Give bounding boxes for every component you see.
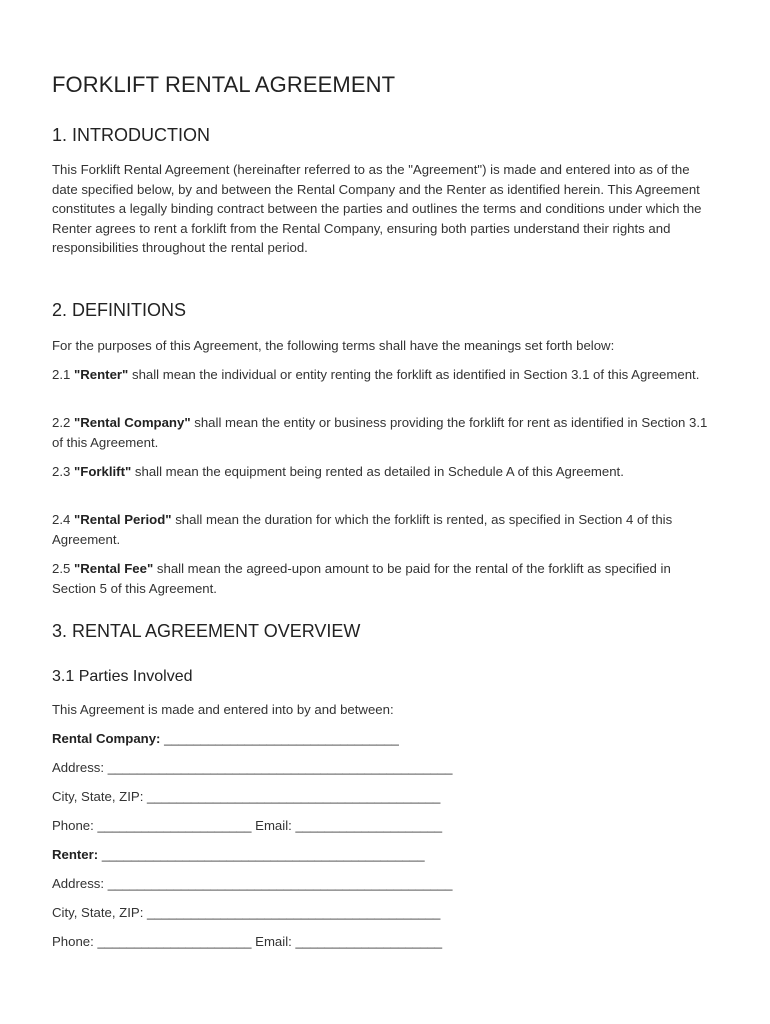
rental-company-label: Rental Company: bbox=[52, 731, 161, 746]
renter-phone-email-field[interactable]: Phone: _____________________ Email: ____________________ bbox=[52, 934, 443, 949]
definition-text: shall mean the duration for which the forklift is rented, as specified in Section 4 of this Agreement. bbox=[52, 512, 673, 547]
definition-term: "Rental Period" bbox=[74, 512, 172, 527]
definition-number: 2.3 bbox=[52, 464, 71, 479]
section-heading-definitions: 2. DEFINITIONS bbox=[52, 300, 187, 320]
definition-item bbox=[52, 510, 718, 549]
section-heading-introduction: 1. INTRODUCTION bbox=[52, 125, 211, 145]
definition-number: 2.2 bbox=[52, 415, 71, 430]
definition-text: shall mean the agreed-upon amount to be paid for the rental of the forklift as specified in Section 5 of this Agreement. bbox=[52, 561, 671, 596]
subsection-heading-parties: 3.1 Parties Involved bbox=[52, 668, 193, 685]
definition-number: 2.4 bbox=[52, 512, 71, 527]
renter-address-field[interactable]: Address: _______________________________________________ bbox=[52, 876, 453, 891]
rental-company-phone-email-field[interactable]: Phone: _____________________ Email: ____________________ bbox=[52, 818, 443, 833]
definition-item bbox=[52, 413, 718, 452]
definition-item bbox=[52, 559, 718, 598]
section-heading-overview: 3. RENTAL AGREEMENT OVERVIEW bbox=[52, 621, 361, 641]
definition-term: "Forklift" bbox=[74, 464, 132, 479]
definition-text: shall mean the entity or business providing the forklift for rent as identified in Section 3.1 of this Agreement. bbox=[52, 415, 708, 450]
definition-text: shall mean the individual or entity renting the forklift as identified in Section 3.1 of this Agreement. bbox=[131, 367, 700, 382]
definition-term: "Rental Fee" bbox=[74, 561, 154, 576]
definitions-intro: For the purposes of this Agreement, the following terms shall have the meanings set forth below: bbox=[52, 338, 615, 353]
definition-item bbox=[52, 462, 718, 482]
document-title: FORKLIFT RENTAL AGREEMENT bbox=[52, 72, 396, 97]
renter-blank[interactable]: ____________________________________________ bbox=[101, 847, 425, 862]
definition-item bbox=[52, 365, 718, 385]
rental-company-city-field[interactable]: City, State, ZIP: ________________________________________ bbox=[52, 789, 441, 804]
renter-label: Renter: bbox=[52, 847, 99, 862]
definition-term: "Renter" bbox=[74, 367, 129, 382]
introduction-paragraph: This Forklift Rental Agreement (hereinafter referred to as the "Agreement") is made and entered into as of the date specified below, by and between the Rental Company and the Renter as identified herein. This Agreement constitutes a legally binding contract between the parties and outlines the terms and conditions under which the Renter agrees to rent a forklift from the Rental Company, ensuring both parties understand their rights and responsibilities throughout the rental period. bbox=[52, 162, 702, 256]
definition-number: 2.5 bbox=[52, 561, 71, 576]
renter-field[interactable] bbox=[52, 845, 425, 865]
rental-company-blank[interactable]: ________________________________ bbox=[164, 731, 399, 746]
rental-company-field[interactable] bbox=[52, 729, 399, 749]
parties-intro: This Agreement is made and entered into by and between: bbox=[52, 702, 394, 717]
definition-term: "Rental Company" bbox=[74, 415, 191, 430]
definition-number: 2.1 bbox=[52, 367, 71, 382]
rental-company-address-field[interactable]: Address: _______________________________________________ bbox=[52, 760, 453, 775]
renter-city-field[interactable]: City, State, ZIP: ________________________________________ bbox=[52, 905, 441, 920]
definition-text: shall mean the equipment being rented as detailed in Schedule A of this Agreement. bbox=[134, 464, 624, 479]
